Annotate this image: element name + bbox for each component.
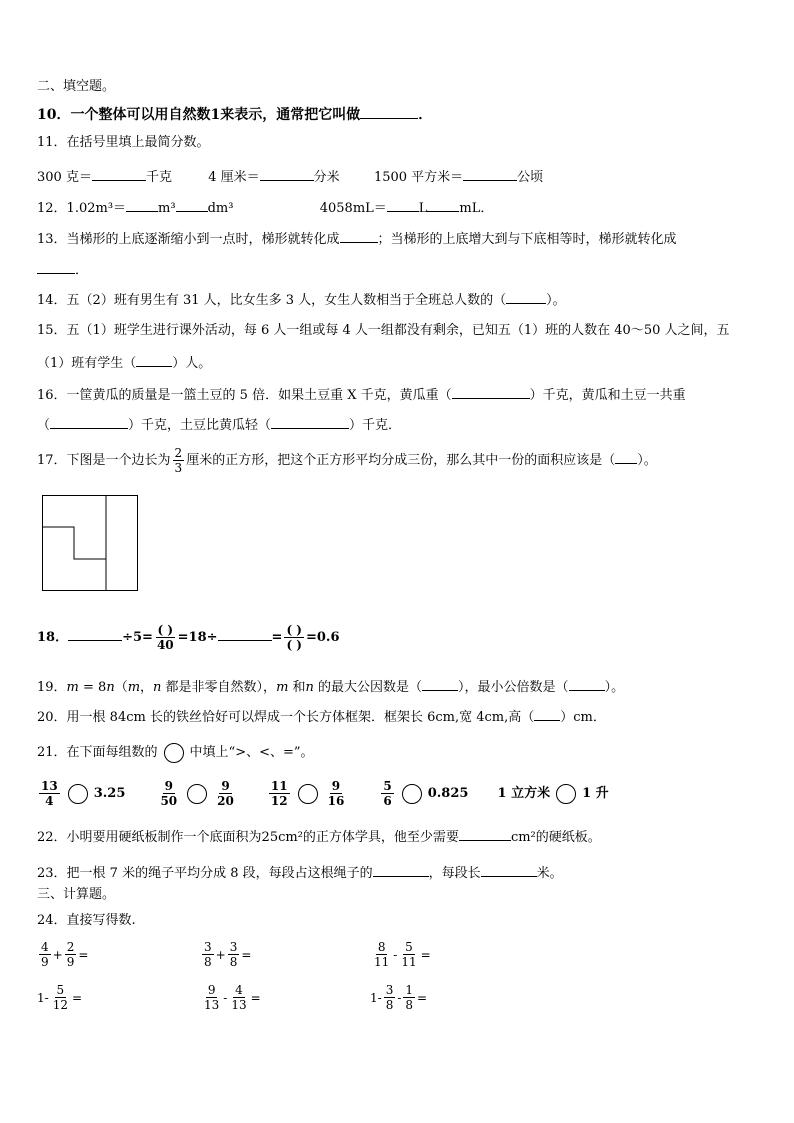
- fraction: $\frac{( )}{40}$: [156, 623, 174, 652]
- answer-blank[interactable]: [218, 626, 272, 641]
- question-23: 23．把一根 7 米的绳子平均分成 8 段，每段占这根绳子的 ，每段长 米。: [37, 862, 764, 883]
- fraction: $\frac{9}{13}$: [204, 983, 220, 1012]
- calc-item-6: 1- $\frac{3}{8}$ - $\frac{1}{8}$ =: [370, 983, 428, 1012]
- question-11-items: 300 克＝ 千克 4 厘米＝ 分米 1500 平方米＝ 公顷: [37, 166, 764, 187]
- square-outline: [43, 496, 138, 591]
- question-13: 13．当梯形的上底逐渐缩小到一点时，梯形就转化成 ；当梯形的上底增大到与下底相等时，梯形就转化成: [37, 228, 764, 249]
- compare-circle[interactable]: [68, 784, 88, 804]
- question-15-line2: （1）班有学生（ ）人。: [37, 352, 764, 373]
- answer-blank[interactable]: [481, 862, 537, 877]
- answer-blank[interactable]: [68, 626, 122, 641]
- question-16-line1: 16．一筐黄瓜的质量是一篮土豆的 5 倍．如果土豆重 X 千克，黄瓜重（ ）千克，黄瓜和土豆一共重: [37, 384, 764, 405]
- question-20: 20．用一根 84cm 长的铁丝恰好可以焊成一个长方体框架．框架长 6cm,宽 4cm,高（ ）cm．: [37, 706, 764, 727]
- fraction: $\frac{4}{9}$: [41, 940, 49, 969]
- answer-blank[interactable]: [422, 676, 458, 691]
- section-2-title: 二、填空题。: [37, 79, 116, 94]
- section-3-title: 三、计算题。: [37, 887, 116, 902]
- fraction: $\frac{13}{4}$: [41, 779, 58, 808]
- answer-blank[interactable]: [271, 414, 349, 429]
- square-figure: [42, 495, 138, 591]
- question-15-line1: 15．五（1）班学生进行课外活动，每 6 人一组或每 4 人一组都没有剩余，已知五（1）班的人数在 40～50 人之间，五: [37, 323, 730, 338]
- question-12: 12．1.02m³＝ m³ dm³ 4058mL＝ L mL．: [37, 197, 764, 218]
- answer-blank[interactable]: [92, 166, 146, 181]
- compare-circle[interactable]: [187, 784, 207, 804]
- answer-blank[interactable]: [360, 104, 418, 119]
- question-19: 19．m = 8n（m，n 都是非零自然数），m 和n 的最大公因数是（ ），最小公倍数是（ ）。: [37, 676, 764, 697]
- compare-circle[interactable]: [402, 784, 422, 804]
- fraction: $\frac{8}{11}$: [374, 940, 390, 969]
- compare-circle[interactable]: [298, 784, 318, 804]
- fraction: $\frac{9}{16}$: [327, 779, 345, 808]
- question-16-line2: （ ）千克，土豆比黄瓜轻（ ）千克．: [37, 414, 764, 435]
- answer-blank[interactable]: [37, 259, 75, 274]
- answer-blank[interactable]: [427, 197, 459, 212]
- answer-blank[interactable]: [136, 352, 172, 367]
- fraction: $\frac{5}{11}$: [401, 940, 417, 969]
- calc-item-4: 1- $\frac{5}{12}$ =: [37, 983, 83, 1012]
- divider-step: [42, 527, 106, 559]
- question-17: 17．下图是一个边长为 $\frac{2}{3}$ 厘米的正方形，把这个正方形平均分成三份，那么其中一份的面积应该是（ ）。: [37, 446, 657, 475]
- answer-blank[interactable]: [373, 862, 429, 877]
- calc-item-3: $\frac{8}{11}$ - $\frac{5}{11}$ =: [374, 940, 431, 969]
- answer-blank[interactable]: [569, 676, 605, 691]
- fraction: $\frac{2}{3}$: [174, 446, 183, 475]
- answer-blank[interactable]: [459, 826, 511, 841]
- question-21: 21．在下面每组数的 中填上“>、<、=”。: [37, 742, 764, 764]
- answer-blank[interactable]: [340, 228, 378, 243]
- answer-blank[interactable]: [126, 197, 158, 212]
- fraction: $\frac{9}{20}$: [217, 779, 234, 808]
- answer-blank[interactable]: [534, 706, 560, 721]
- fraction: $\frac{3}{8}$: [204, 940, 212, 969]
- question-18: 18． ÷5= $\frac{( )}{40}$ =18÷ = $\frac{( )}{( )}$ =0.6: [37, 623, 340, 652]
- answer-blank[interactable]: [176, 197, 208, 212]
- answer-blank[interactable]: [463, 166, 517, 181]
- calc-item-5: $\frac{9}{13}$ - $\frac{4}{13}$ =: [204, 983, 261, 1012]
- question-11-title: 11．在括号里填上最简分数。: [37, 135, 210, 150]
- answer-blank[interactable]: [506, 289, 546, 304]
- fraction: $\frac{5}{6}$: [383, 779, 392, 808]
- answer-blank[interactable]: [387, 197, 419, 212]
- calc-item-2: $\frac{3}{8}$ + $\frac{3}{8}$ =: [204, 940, 252, 969]
- question-22: 22．小明要用硬纸板制作一个底面积为25cm²的正方体学具，他至少需要 cm²的硬纸板。: [37, 826, 764, 847]
- compare-circle: [164, 743, 184, 763]
- fraction: $\frac{3}{8}$: [229, 940, 238, 969]
- fraction: $\frac{2}{9}$: [66, 940, 75, 969]
- question-14: 14．五（2）班有男生有 31 人，比女生多 3 人，女生人数相当于全班总人数的（ ）。: [37, 289, 764, 310]
- question-10: 10．一个整体可以用自然数1来表示，通常把它叫做 ．: [37, 104, 764, 124]
- question-21-items: $\frac{13}{4}$ 3.25 $\frac{9}{50}$ $\frac{9}{20}$ $\frac{11}{12}$ $\frac{9}{16}$ $\frac{5}{6}$ 0.825 1 立方米 1 升: [41, 779, 609, 808]
- fraction: $\frac{5}{12}$: [52, 983, 68, 1012]
- answer-blank[interactable]: [260, 166, 314, 181]
- answer-blank[interactable]: [615, 449, 637, 464]
- fraction: $\frac{4}{13}$: [231, 983, 247, 1012]
- compare-circle[interactable]: [556, 784, 576, 804]
- calc-item-1: $\frac{4}{9}$ + $\frac{2}{9}$ =: [41, 940, 89, 969]
- question-13-cont: ．: [37, 259, 764, 280]
- question-24-title: 24．直接写得数.: [37, 913, 136, 928]
- fraction: $\frac{3}{8}$: [385, 983, 394, 1012]
- fraction: $\frac{( )}{( )}$: [286, 623, 302, 652]
- answer-blank[interactable]: [452, 384, 530, 399]
- fraction: $\frac{9}{50}$: [160, 779, 178, 808]
- fraction: $\frac{11}{12}$: [270, 779, 288, 808]
- answer-blank[interactable]: [50, 414, 128, 429]
- fraction: $\frac{1}{8}$: [405, 983, 414, 1012]
